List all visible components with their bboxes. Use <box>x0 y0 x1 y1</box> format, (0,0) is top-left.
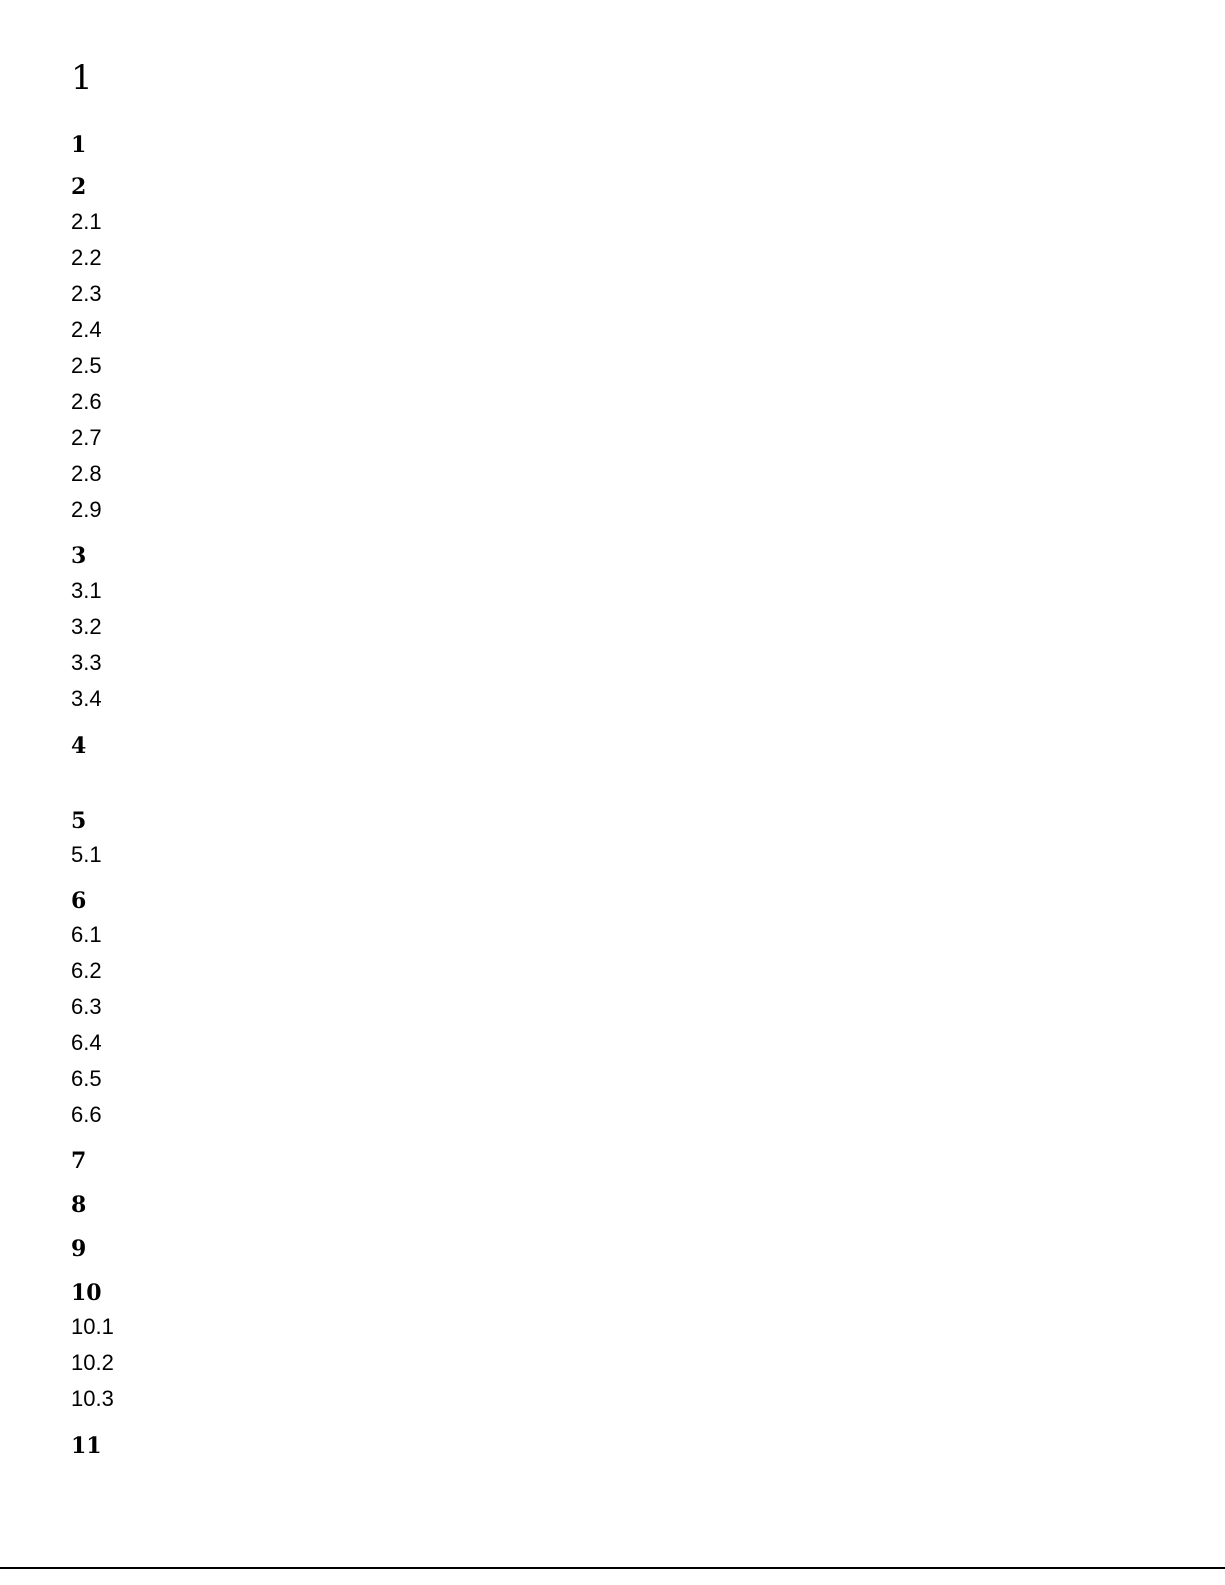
toc-subsection-number: 2.1 <box>71 209 102 234</box>
page-number: 1 <box>71 58 93 98</box>
toc-subsection-number: 2.7 <box>71 425 102 450</box>
toc-section-number: 10 <box>71 1280 102 1306</box>
toc-subsection-number: 6.3 <box>71 994 102 1019</box>
toc-section-number: 8 <box>71 1192 87 1218</box>
toc-section-number: 7 <box>71 1148 87 1174</box>
toc-section-number: 2 <box>71 174 87 200</box>
toc-section-number: 5 <box>71 808 87 834</box>
toc-subsection-number: 3.1 <box>71 578 102 603</box>
toc-subsection-number: 2.8 <box>71 461 102 486</box>
toc-subsection-number: 3.2 <box>71 614 102 639</box>
toc-subsection-number: 2.5 <box>71 353 102 378</box>
toc-subsection-number: 10.2 <box>71 1350 114 1375</box>
toc-section-number: 9 <box>71 1236 87 1262</box>
toc-subsection-number: 6.2 <box>71 958 102 983</box>
toc-subsection-number: 6.6 <box>71 1102 102 1127</box>
toc-section-number: 6 <box>71 888 87 914</box>
toc-subsection-number: 6.5 <box>71 1066 102 1091</box>
toc-subsection-number: 2.4 <box>71 317 102 342</box>
toc-subsection-number: 10.1 <box>71 1314 114 1339</box>
toc-subsection-number: 2.3 <box>71 281 102 306</box>
toc-section-number: 3 <box>71 543 87 569</box>
toc-subsection-number: 3.4 <box>71 686 102 711</box>
toc-subsection-number: 2.9 <box>71 497 102 522</box>
toc-subsection-number: 2.6 <box>71 389 102 414</box>
toc-section-number: 4 <box>71 733 87 759</box>
toc-subsection-number: 6.4 <box>71 1030 102 1055</box>
toc-section-number: 11 <box>71 1433 102 1459</box>
toc-subsection-number: 5.1 <box>71 842 102 867</box>
toc-subsection-number: 3.3 <box>71 650 102 675</box>
toc-subsection-number: 10.3 <box>71 1386 114 1411</box>
toc-subsection-number: 6.1 <box>71 922 102 947</box>
toc-section-number: 1 <box>71 132 87 158</box>
page-bottom-rule <box>0 1567 1225 1569</box>
toc-subsection-number: 2.2 <box>71 245 102 270</box>
